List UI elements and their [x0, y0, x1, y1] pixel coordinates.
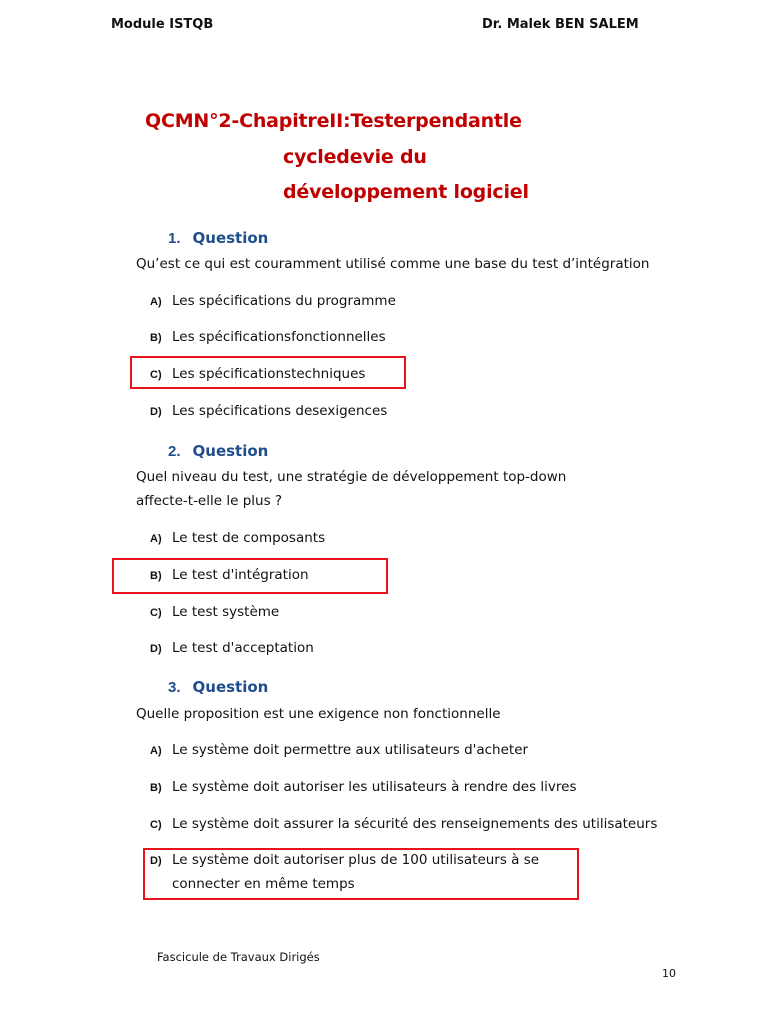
question-2-option-b: B) Le test d'intégration: [150, 567, 309, 583]
page-title-line-2: cycledevie du: [283, 146, 427, 168]
question-1-heading: [168, 229, 268, 247]
question-1-option-b: B) Les spécificationsfonctionnelles: [150, 329, 386, 345]
question-3-heading: [168, 678, 268, 696]
question-3-option-a: A) Le système doit permettre aux utilisateurs d'acheter: [150, 742, 529, 758]
page-title-line-3: développement logiciel: [283, 181, 529, 203]
question-2-text-line-1: Quel niveau du test, une stratégie de développement top-down: [136, 469, 567, 485]
question-3-option-d: D) Le système doit autoriser plus de 100 utilisateurs à se: [150, 852, 540, 868]
question-3-answer-highlight: [143, 848, 579, 900]
question-2-option-a: A) Le test de composants: [150, 530, 326, 546]
header-author: Dr. Malek BEN SALEM: [482, 17, 639, 32]
question-2-answer-highlight: [112, 558, 388, 594]
question-1-text: Qu’est ce qui est couramment utilisé comme une base du test d’intégration: [136, 256, 650, 272]
footer-text: Fascicule de Travaux Dirigés: [157, 950, 320, 964]
question-1-label: Question: [192, 229, 269, 247]
question-1-option-a: A) Les spécifications du programme: [150, 293, 396, 309]
page-title-line-1: QCMN°2-ChapitreII:Testerpendantle: [145, 110, 522, 132]
question-2-option-c: C) Le test système: [150, 604, 280, 620]
question-2-heading: [168, 442, 268, 460]
question-2-text-line-2: affecte-t-elle le plus ?: [136, 493, 283, 509]
question-2-number: 2.: [168, 443, 181, 460]
question-3-label: Question: [192, 678, 269, 696]
question-1-number: 1.: [168, 230, 181, 247]
question-1-option-d: D) Les spécifications desexigences: [150, 403, 388, 419]
question-3-option-b: B) Le système doit autoriser les utilisateurs à rendre des livres: [150, 779, 577, 795]
question-3-option-c: C) Le système doit assurer la sécurité des renseignements des utilisateurs: [150, 816, 658, 832]
question-2-option-d: D) Le test d'acceptation: [150, 640, 314, 656]
question-1-answer-highlight: [130, 356, 406, 389]
question-2-label: Question: [192, 442, 269, 460]
question-3-text: Quelle proposition est une exigence non fonctionnelle: [136, 706, 501, 722]
question-3-option-d-continuation: connecter en même temps: [172, 876, 355, 892]
question-1-option-c: C) Les spécificationstechniques: [150, 366, 366, 382]
question-3-number: 3.: [168, 679, 181, 696]
page-number: 10: [662, 967, 676, 980]
header-module: Module ISTQB: [111, 17, 214, 32]
